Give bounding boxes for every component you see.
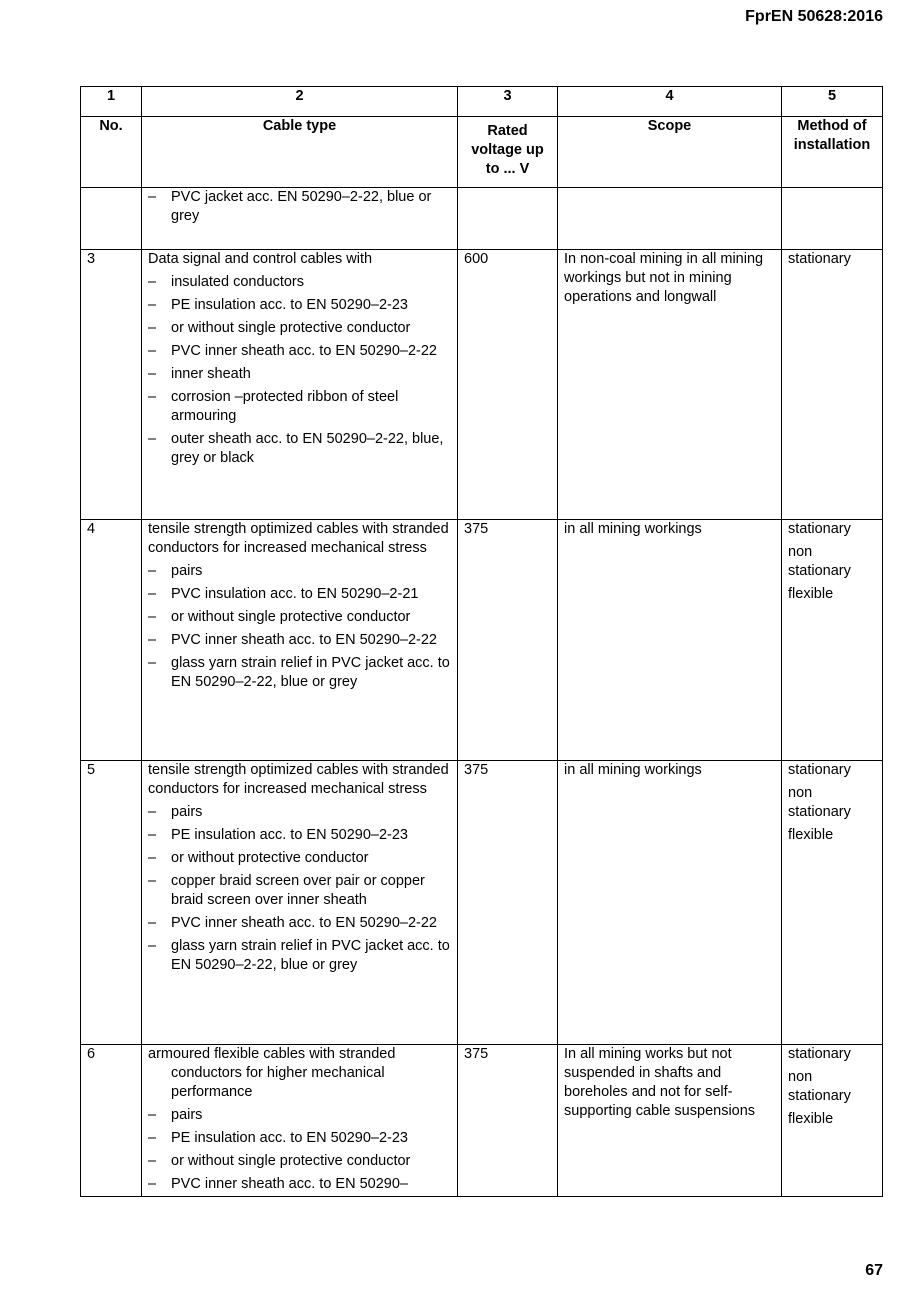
method-item: stationary [788,521,851,537]
cable-item: – PE insulation acc. to EN 50290–2-23 [148,826,451,845]
table-row [81,250,883,520]
row-number [81,188,142,250]
cable-item: – PE insulation acc. to EN 50290–2-23 [148,296,451,315]
row-number: 4 [81,520,142,761]
method-cell [782,1045,883,1197]
column-number-row [81,87,883,117]
method-item: stationary [788,762,851,778]
scope-cell [558,188,782,250]
cable-item: – pairs [148,562,451,581]
page-number: 67 [865,1262,883,1279]
voltage-cell: 375 [458,1045,558,1197]
column-header: Cable type [142,117,458,188]
cable-type-cell [142,250,458,520]
cable-item: – PVC insulation acc. to EN 50290–2-21 [148,585,451,604]
column-number: 4 [558,87,782,117]
cable-type-intro: tensile strength optimized cables with stranded conductors for increased mechanical stress [148,762,449,797]
method-cell [782,250,883,520]
column-header: Method of installation [782,117,883,188]
cable-item: – PVC jacket acc. EN 50290–2-22, blue or grey [148,188,451,226]
column-header: Scope [558,117,782,188]
header-row [81,117,883,188]
cable-item: – or without single protective conductor [148,319,451,338]
column-number: 3 [458,87,558,117]
column-number: 2 [142,87,458,117]
method-item: stationary [788,251,851,267]
table-row [81,1045,883,1197]
row-number: 5 [81,761,142,1045]
cable-item: – inner sheath [148,365,451,384]
method-item: stationary [788,1046,851,1062]
cable-type-intro: Data signal and control cables with [148,251,373,267]
row-number: 3 [81,250,142,520]
method-item: non stationary [788,544,851,579]
cable-item: – or without single protective conductor [148,608,451,627]
cable-item: – pairs [148,803,451,822]
cable-item: – PVC inner sheath acc. to EN 50290–2-22 [148,631,451,650]
table-row [81,188,883,250]
scope-cell: In all mining works but not suspended in shafts and boreholes and not for self-supporting cable suspensions [558,1045,782,1197]
row-number: 6 [81,1045,142,1197]
cable-item: – insulated conductors [148,273,451,292]
cable-item: – or without single protective conductor [148,1152,451,1171]
cable-item: – copper braid screen over pair or copper braid screen over inner sheath [148,872,451,910]
column-header: No. [81,117,142,188]
column-number: 5 [782,87,883,117]
cable-item: – PE insulation acc. to EN 50290–2-23 [148,1129,451,1148]
method-item: flexible [788,1111,834,1127]
cable-item: – PVC inner sheath acc. to EN 50290– [148,1175,451,1194]
column-number: 1 [81,87,142,117]
cable-type-cell [142,188,458,250]
cable-item: – PVC inner sheath acc. to EN 50290–2-22 [148,342,451,361]
method-item: flexible [788,586,834,602]
scope-cell: in all mining workings [558,761,782,1045]
voltage-cell: 375 [458,520,558,761]
method-cell [782,188,883,250]
cable-type-intro: tensile strength optimized cables with stranded conductors for increased mechanical stress [148,521,449,556]
column-header: Rated voltage up to ... V [458,117,558,188]
voltage-cell: 600 [458,250,558,520]
cable-type-intro: armoured flexible cables with stranded [148,1046,396,1062]
method-item: non stationary [788,785,851,820]
voltage-cell: 375 [458,761,558,1045]
table-row [81,520,883,761]
cable-item: – pairs [148,1106,451,1125]
cable-item: – or without protective conductor [148,849,451,868]
method-cell [782,520,883,761]
method-item: non stationary [788,1069,851,1104]
method-cell [782,761,883,1045]
document-id: FprEN 50628:2016 [745,8,883,25]
voltage-cell [458,188,558,250]
table-row [81,761,883,1045]
scope-cell: In non-coal mining in all mining workings but not in mining operations and longwall [558,250,782,520]
cable-type-cell [142,761,458,1045]
cable-type-cell [142,1045,458,1197]
method-item: flexible [788,827,834,843]
cable-table [80,86,883,1197]
scope-cell: in all mining workings [558,520,782,761]
cable-item: – PVC inner sheath acc. to EN 50290–2-22 [148,914,451,933]
cable-item: – outer sheath acc. to EN 50290–2-22, blue, grey or black [148,430,451,468]
cable-type-intro-continued: conductors for higher mechanical performance [171,1065,385,1100]
cable-item: – glass yarn strain relief in PVC jacket acc. to EN 50290–2-22, blue or grey [148,654,451,692]
cable-item: – glass yarn strain relief in PVC jacket acc. to EN 50290–2-22, blue or grey [148,937,451,975]
cable-item: – corrosion –protected ribbon of steel armouring [148,388,451,426]
cable-type-cell [142,520,458,761]
